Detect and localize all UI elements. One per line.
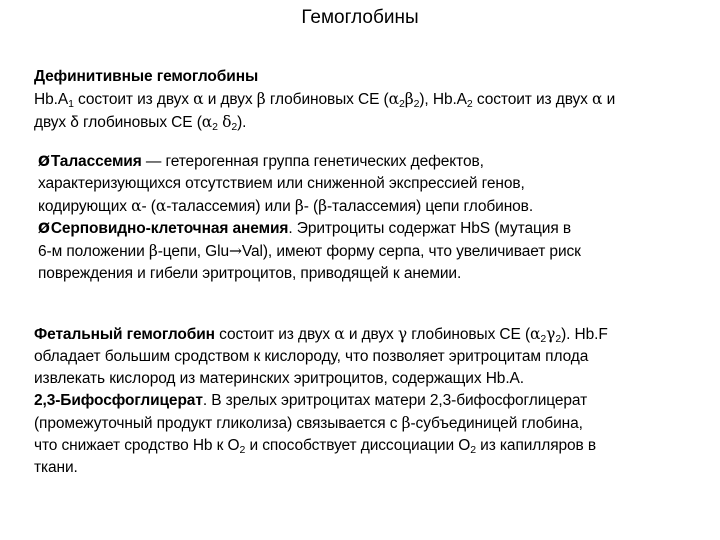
bpg-line-2: (промежуточный продукт гликолиза) связывается с β‑субъединицей глобина, (34, 414, 583, 432)
bpg-line-1: 2,3-Бифосфоглицерат. В зрелых эритроцитах матери 2,3-бифосфоглицерат (34, 392, 588, 409)
diseases-block (38, 151, 710, 285)
right-arrow-icon: → (229, 242, 242, 260)
definitive-line-2: двух δ глобиновых СЕ ($\alpha_2$ $\delta_2$). (34, 113, 247, 133)
fetal-line-1: Фетальный гемоглобин состоит из двух α и двух γ глобиновых СЕ $(\alpha_2\gamma_2)$. Hb.F (34, 325, 608, 345)
page-title: Гемоглобины (301, 7, 419, 28)
fetal-line-3: извлекать кислород из материнских эритроцитов, содержащих Hb.A. (34, 370, 524, 387)
bpg-line-3: что снижает сродство Hb к $O_2$ и способствует диссоциации $O_2$ из капилляров в (34, 437, 597, 456)
thalassemia-line-3: кодирующих α- (α-талассемия) или β- (β-талассемия) цепи глобинов. (38, 197, 534, 215)
bpg-line-4: ткани. (34, 459, 78, 476)
definitive-line-1: $Hb.A_1$ состоит из двух α и двух β глобиновых СЕ $(\alpha_2\beta_2)$, $Hb.A_2$ состоит из двух α и (34, 90, 616, 110)
fetal-line-2: обладает большим сродством к кислороду, что позволяет эритроцитам плода (34, 348, 589, 365)
thalassemia-line-1: ØТалассемия — гетерогенная группа генетических дефектов, (38, 153, 484, 170)
definitive-heading: Дефинитивные гемоглобины (34, 68, 259, 85)
arrow-bullet-icon: Ø (38, 221, 50, 237)
arrow-bullet-icon: Ø (38, 154, 50, 170)
sickle-cell-line-2: 6-м положении β-цепи, Glu→Val), имеют форму серпа, что увеличивает риск (38, 242, 581, 260)
fetal-hemoglobin-block (34, 323, 710, 479)
sickle-cell-line-3: повреждения и гибели эритроцитов, приводящей к анемии. (38, 265, 462, 282)
thalassemia-line-2: характеризующихся отсутствием или сниженной экспрессией генов, (38, 175, 525, 192)
sickle-cell-line-1: ØСерповидно-клеточная анемия. Эритроциты содержат HbS (мутация в (38, 220, 571, 237)
definitive-hemoglobins-block (34, 66, 710, 134)
